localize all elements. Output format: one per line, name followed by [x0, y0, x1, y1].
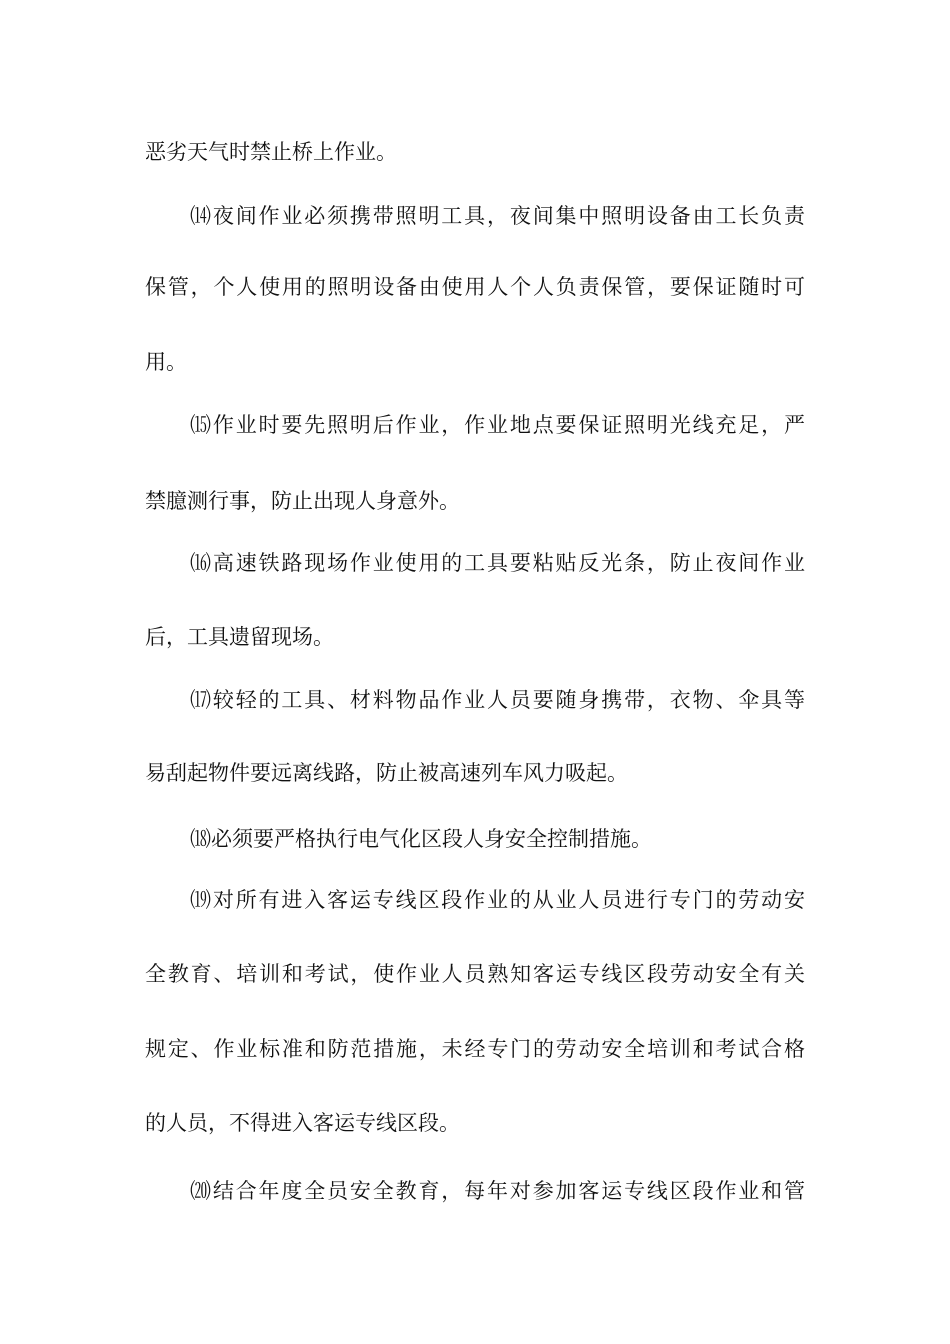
text-line: 禁臆测行事，防止出现人身意外。 — [145, 489, 460, 513]
text-line: ⒆对所有进入客运专线区段作业的从业人员进行专门的劳动安 — [190, 888, 805, 912]
text-line: ⒇结合年度全员安全教育，每年对参加客运专线区段作业和管 — [190, 1179, 805, 1203]
text-line: ⒃高速铁路现场作业使用的工具要粘贴反光条，防止夜间作业 — [190, 551, 805, 575]
text-line: ⒂作业时要先照明后作业，作业地点要保证照明光线充足，严 — [190, 413, 805, 437]
text-line: 用。 — [145, 350, 187, 374]
text-line: 规定、作业标准和防范措施，未经专门的劳动安全培训和考试合格 — [145, 1037, 805, 1061]
text-line: ⒅必须要严格执行电气化区段人身安全控制措施。 — [190, 827, 652, 851]
text-line: 恶劣天气时禁止桥上作业。 — [145, 140, 397, 164]
text-line: 的人员，不得进入客运专线区段。 — [145, 1111, 460, 1135]
text-line: 后，工具遗留现场。 — [145, 625, 334, 649]
text-line: 全教育、培训和考试，使作业人员熟知客运专线区段劳动安全有关 — [145, 962, 805, 986]
text-line: ⒄较轻的工具、材料物品作业人员要随身携带，衣物、伞具等 — [190, 688, 805, 712]
text-line: ⒁夜间作业必须携带照明工具，夜间集中照明设备由工长负责 — [190, 204, 805, 228]
text-line: 易刮起物件要远离线路，防止被高速列车风力吸起。 — [145, 761, 628, 785]
text-line: 保管，个人使用的照明设备由使用人个人负责保管，要保证随时可 — [145, 275, 805, 299]
